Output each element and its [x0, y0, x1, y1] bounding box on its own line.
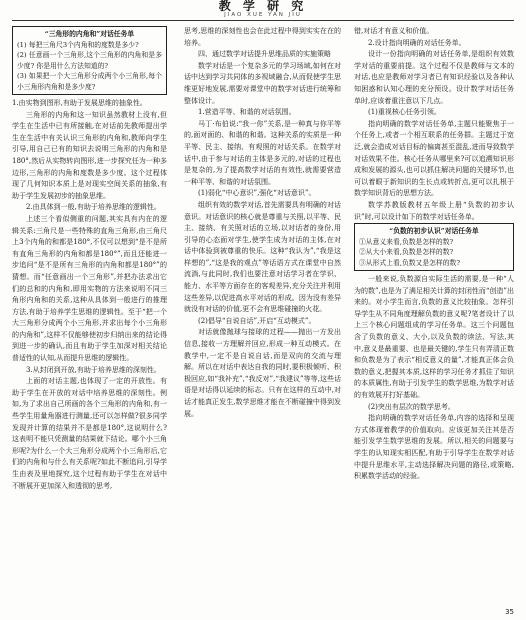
paragraph: 上面的对话主题,也体现了一定的开放性。有助于学生在开放的对话中培养思维的深刻性。例如,为了求出自己所画的各个三角形的内角和,有一些学生用量角器进行测量,还可以怎样做?很多同学发现并计算的结果并不是都是180°,这说明什么?这表明不能只凭测量的结果就下结论。哪个小三角形呢?为什么一个大三角形分成两个小三角形后,它们的内角和与什么有关系呢?如此不断追问,引导学生由表及里地探究,这个过程有助于学生在对话中不断展开更加深入和透彻的思考,: [12, 377, 167, 490]
paragraph: 上述三个看似侧重的问题,其实具有内在的逻辑关系:三角尺是一些特殊的直角三角形,由三角尺上3个内角的和都是180°,不仅可以想到“是不是所有直角三角形的内角和都是180°”,而且还能进一步追问“是不是所有三角形的内角和都是180°”的猜想。而“任意画出一个三角形”,并把办法求出它们的总和的内角和,即用实物的方法来说明不同三角形内角和的关系,这种从具体到一般进行的推理方法,有助于培养学生思维的逻辑性。至于“把一个大三角形分成两个小三角形,并求出每个小三角形的内角和”,这样不仅能够使初步归纳出来的结论得到进一步的确认,而且有助于学生加深对相关结论普适性的认知,从而提升思维的逻辑性。: [12, 214, 167, 363]
paragraph: 思考,思维的深刻性也会在此过程中得到实实在在的培养。: [184, 27, 341, 47]
task-sheet-item: (1) 每把三角尺3个内角和的度数是多少?: [17, 40, 139, 49]
task-sheet-item: ③从形式上看,负数又是怎样的数?: [359, 258, 460, 267]
task-sheet-title: “三角形的内角和”对话任务单: [44, 30, 135, 38]
paragraph: 数学对话是一个复杂多元的学习场域,如何在对话中达到学习共同体的多视域融合,从而促使学生思维更好地发展,需要对课堂中的数学对话进行统筹和整体设计。: [184, 61, 341, 105]
paragraph: 1.由实物到图形,有助于发展思维的抽象性。: [12, 99, 147, 107]
subsection-heading: (2)突出有层次的数学思考。: [368, 402, 455, 411]
text-column-1: [12, 26, 167, 614]
subsection-heading: (1)弱化“中心意识”,强化“对话意识”。: [198, 189, 316, 198]
paragraph: 指向明确的数学对话任务单,主题只能聚焦于一个任务上,或者一个相互联系的任务群。主题过于宽泛,就会造成对话目标的偏离甚至混乱,进而导致数学对话效果不佳。核心任务从哪里来?可以追溯知识形成和发展的源头,也可以抓住解决问题的关键环节,也可以着眼于新知识的生长点或转折点,更可以扎根于数学知识背后的思想方法。: [354, 119, 514, 198]
journal-section-pinyin: JIAO XUE YAN JIU: [224, 12, 302, 18]
paragraph: 组织有效的数学对话,首先需要具有明确的对话意识。对话意识的核心就是尊重与关照,以平等、民主、接纳、有关照对话的立场,以对话者的身份,用引导的心态面对学生,使学生成为对话的主体,在对话中体验到被尊重的快乐。这种“我认为”,“我是这样想的”,“这是我的观点”等话语方式在课堂中自然流淌,与此同时,我们也要注意对话学习者在学识、能力、水平等方面存在的客观差异,充分关注并利用这些差异,以促进高水平对话的形成。因为没有差异就没有对话的价值,更不会有思维碰撞的火花。: [184, 200, 341, 314]
paragraph: 马丁·布伯说:“我一你”关系,是一种真与你平等的,面对面的、和谐的和谐。这种关系的实质是一种平等、民主、接纳、有观照的对话关系。在数学对话中,由于参与对话的主体是多元的,对话的过程也是复杂的,为了提高数学对话的有效性,就需要营造一种平等、和谐的对话氛围。: [184, 119, 341, 186]
subsection-heading: 1.营造平等、和谐的对话氛围。: [198, 108, 296, 117]
text-column-3: [354, 26, 514, 614]
paragraph: 三角形的内角和这一知识虽然教材上没有,但学生在生活中已有所接触,在对话前先教师提出学生在生活中有关认识三角形的内角和,教师向学生引导,用自己已有的知识去说明三角形的内角和是180°,然后从实物转向图形,进一步探究任为一种多边形,三角形的内角和度数是多少度。这个过程体现了几何知识本质上是对现实空间关系的抽象,有助于学生发展初步的抽象思维。: [12, 110, 167, 200]
task-sheet-box-triangle: [12, 26, 167, 95]
text-column-2: [184, 26, 341, 614]
subsection-heading: (1)重视核心任务引领。: [368, 108, 441, 117]
task-sheet-item: ①从意义来看,负数是怎样的数?: [359, 237, 454, 246]
paragraph: 2.由具体到一般,有助于培养思维的逻辑性。: [26, 203, 161, 212]
subsection-heading: (2)倡导“自说自话”,开启“互动模式”。: [198, 316, 316, 325]
page-header: [0, 0, 526, 24]
paragraph: 3.从封闭到开放,有助于培养思维的深刻性。: [26, 365, 161, 374]
subsection-heading: 2.设计指向明确的对话任务单。: [368, 38, 466, 47]
task-sheet-item: (2) 任意画一个三角形,这个三角形的内角和是多少度? 你是用什么方法知道的?: [17, 51, 162, 70]
paragraph: 错,对话才有意义和价值。: [354, 27, 434, 35]
paragraph: 数学苏教版教材五年级上册“负数的初步认识”时,可以设计如下的数学对话任务单。: [354, 200, 514, 221]
section-heading: 四、通过数学对话提升思维品质的实施策略: [198, 50, 331, 59]
task-sheet-box-negative-numbers: [354, 223, 514, 271]
task-sheet-title: “负数的初步认识”对话任务单: [389, 227, 479, 236]
paragraph: 对话就像抛球与接球的过程——抛出一方发出信息,接收一方理解并回应,形成一种互动模式。在教学中,一定不是自说自话,而是双向的交流与理解。所以在对话中表达自我的同时,要积极倾听、积极回应,如“我补充”,“我反对”,“我建议”等等,这些话语是对话得以延续的标志。只有在这样的互动中,对话才能真正发生,数学思维才能在不断碰撞中得到发展。: [184, 328, 341, 418]
page-number: 35: [505, 608, 514, 616]
task-sheet-item: (3) 如果把一个大三角形分成两个小三角形,每个小三角形内角和是多少度?: [17, 72, 162, 91]
paragraph: 指向明确的数学对话任务单,内容的选择和呈现方式体现着教学的价值取向。应该更加关注其是否能引发学生数学思维的发展。所以,相关的问题要与学生的认知现实相匹配,有助于引导学生在数学对话中提升思维水平,主动选择解决问题的路径,或策略,积累数学活动的经验。: [354, 414, 514, 481]
header-divider: [12, 20, 514, 21]
paragraph: 一般来说,负数源自实际生活的需要,是一种“人为的数”,也是为了满足相关计算的封闭性而“创造”出来的。对小学生而言,负数的意义比较抽象。怎样引导学生从不同角度理解负数的意义呢?笔者设计了以上三个核心问题组成的学习任务单。这三个问题包含了负数的意义、大小,以及负数的读法、写法,其中,意义是最重要、也是最关键的,学生只有弄清正数和负数是为了表示“相反意义的量”,才能真正体会负数的意义,把握其本质,这样的学习任务才抓住了知识的本质属性,有助于引发学生的数学思维,为数学对话的有效展开打好基础。: [354, 275, 514, 400]
paragraph: 设计一份指向明确的对话任务单,是组织有效数学对话的重要前提。这个过程不仅是教师与文本的对话,也应是教师对学习者已有知识经验以及各种认知困惑和认知心理的充分预设。设计数学对话任务单时,应该着重注意以下几点。: [354, 50, 514, 105]
journal-section-title: 教 学 研 究: [218, 0, 308, 13]
task-sheet-item: ②从大小来看,负数是怎样的数?: [359, 248, 454, 257]
